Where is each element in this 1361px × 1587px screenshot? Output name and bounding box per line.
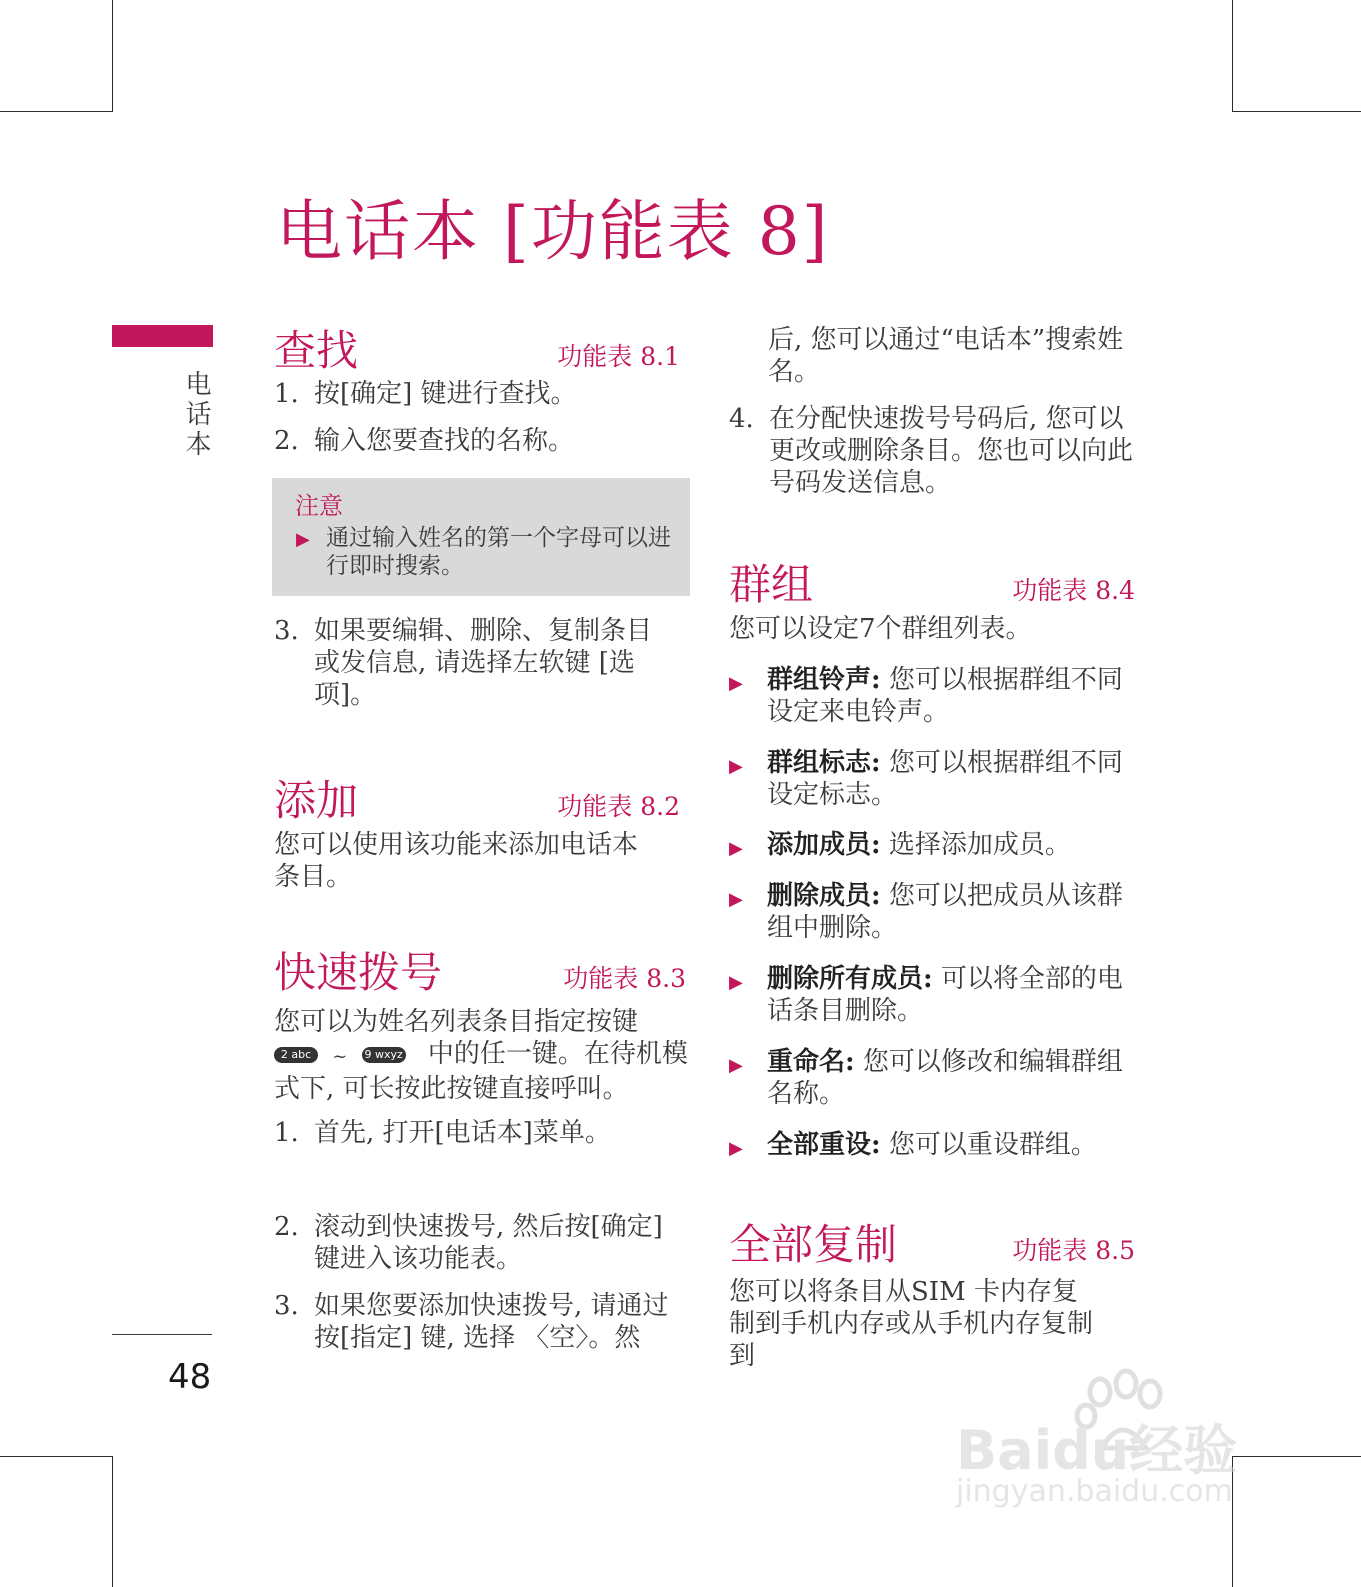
triangle-bullet-icon: ▶ bbox=[729, 1055, 743, 1076]
watermark-brand: Baidu经验 bbox=[956, 1419, 1238, 1482]
triangle-bullet-icon: ▶ bbox=[729, 838, 743, 859]
note-title: 注意 bbox=[295, 492, 343, 520]
paragraph: 您可以将条目从SIM 卡内存复制到手机内存或从手机内存复制到 bbox=[729, 1277, 1094, 1371]
menu-reference: 功能表 8.5 bbox=[1012, 1236, 1135, 1265]
paragraph: 您可以设定7个群组列表。 bbox=[729, 614, 1032, 644]
triangle-bullet-icon: ▶ bbox=[296, 529, 310, 550]
list-item: 3. 如果您要添加快速拨号, 请通过按[指定] 键, 选择 〈空〉。然 bbox=[274, 1291, 669, 1353]
triangle-bullet-icon: ▶ bbox=[729, 673, 743, 694]
list-item: 4. 在分配快速拨号号码后, 您可以更改或删除条目。您也可以向此号码发送信息。 bbox=[729, 404, 1134, 498]
triangle-bullet-icon: ▶ bbox=[729, 972, 743, 993]
page-number: 48 bbox=[168, 1357, 212, 1397]
note-box bbox=[272, 478, 690, 596]
crop-mark-top-right-h bbox=[1232, 111, 1361, 112]
list-item: 1. 按[确定] 键进行查找。 bbox=[274, 379, 577, 409]
list-item: ▶ 添加成员: 选择添加成员。 bbox=[729, 829, 1129, 865]
section-title: 添加 bbox=[274, 776, 359, 825]
section-header-search bbox=[274, 318, 680, 378]
crop-mark-top-left-v bbox=[112, 0, 113, 112]
triangle-bullet-icon: ▶ bbox=[729, 889, 743, 910]
section-header-groups bbox=[729, 552, 1135, 612]
key-2-icon: 2 abc bbox=[274, 1047, 318, 1063]
page-title: 电话本 [功能表 8] bbox=[276, 193, 830, 270]
menu-reference: 功能表 8.4 bbox=[1012, 576, 1135, 605]
list-item: ▶ 重命名: 您可以修改和编辑群组名称。 bbox=[729, 1047, 1123, 1109]
key-9-icon: 9 wxyz bbox=[362, 1047, 406, 1063]
watermark-url: jingyan.baidu.com bbox=[956, 1474, 1233, 1509]
list-item: ▶ 删除成员: 您可以把成员从该群组中删除。 bbox=[729, 881, 1123, 943]
section-header-copy-all bbox=[729, 1212, 1135, 1272]
section-title: 查找 bbox=[274, 326, 359, 375]
paragraph: 您可以为姓名列表条目指定按键 2 abc ~ 9 wxyz 中的任一键。在待机模 式下, 可长按此按键直接呼叫。 bbox=[274, 1007, 688, 1104]
baidu-watermark bbox=[952, 1368, 1272, 1518]
menu-reference: 功能表 8.3 bbox=[563, 964, 686, 993]
page-number-rule bbox=[112, 1334, 212, 1335]
list-item: 2. 滚动到快速拨号, 然后按[确定]键进入该功能表。 bbox=[274, 1212, 663, 1274]
crop-mark-bottom-left-v bbox=[112, 1456, 113, 1587]
paragraph: 您可以使用该功能来添加电话本条目。 bbox=[274, 830, 639, 892]
triangle-bullet-icon: ▶ bbox=[729, 756, 743, 777]
triangle-bullet-icon: ▶ bbox=[729, 1138, 743, 1159]
list-item: ▶ 群组铃声: 您可以根据群组不同设定来电铃声。 bbox=[729, 665, 1123, 727]
list-item: 2. 输入您要查找的名称。 bbox=[274, 426, 575, 456]
list-item: ▶ 全部重设: 您可以重设群组。 bbox=[729, 1129, 1129, 1165]
paragraph-continued: 后, 您可以通过“电话本”搜索姓名。 bbox=[768, 325, 1124, 387]
side-tab-bar bbox=[112, 325, 213, 347]
crop-mark-bottom-left-h bbox=[0, 1456, 112, 1457]
menu-reference: 功能表 8.2 bbox=[557, 792, 680, 821]
crop-mark-top-left-h bbox=[0, 111, 112, 112]
section-header-add bbox=[274, 768, 680, 828]
section-title: 快速拨号 bbox=[274, 948, 443, 997]
list-item: 3. 如果要编辑、删除、复制条目或发信息, 请选择左软键 [选项]。 bbox=[274, 616, 653, 710]
note-item: ▶ 通过输入姓名的第一个字母可以进行即时搜索。 bbox=[296, 525, 671, 579]
section-header-speed-dial bbox=[274, 940, 686, 1000]
section-title: 群组 bbox=[729, 560, 814, 609]
list-item: ▶ 删除所有成员: 可以将全部的电话条目删除。 bbox=[729, 964, 1123, 1026]
crop-mark-top-right-v bbox=[1232, 0, 1233, 112]
list-item: 1. 首先, 打开[电话本]菜单。 bbox=[274, 1118, 611, 1148]
section-title: 全部复制 bbox=[729, 1220, 898, 1269]
list-item: ▶ 群组标志: 您可以根据群组不同设定标志。 bbox=[729, 748, 1123, 810]
side-section-label: 电话本 bbox=[181, 370, 211, 460]
menu-reference: 功能表 8.1 bbox=[557, 342, 680, 371]
